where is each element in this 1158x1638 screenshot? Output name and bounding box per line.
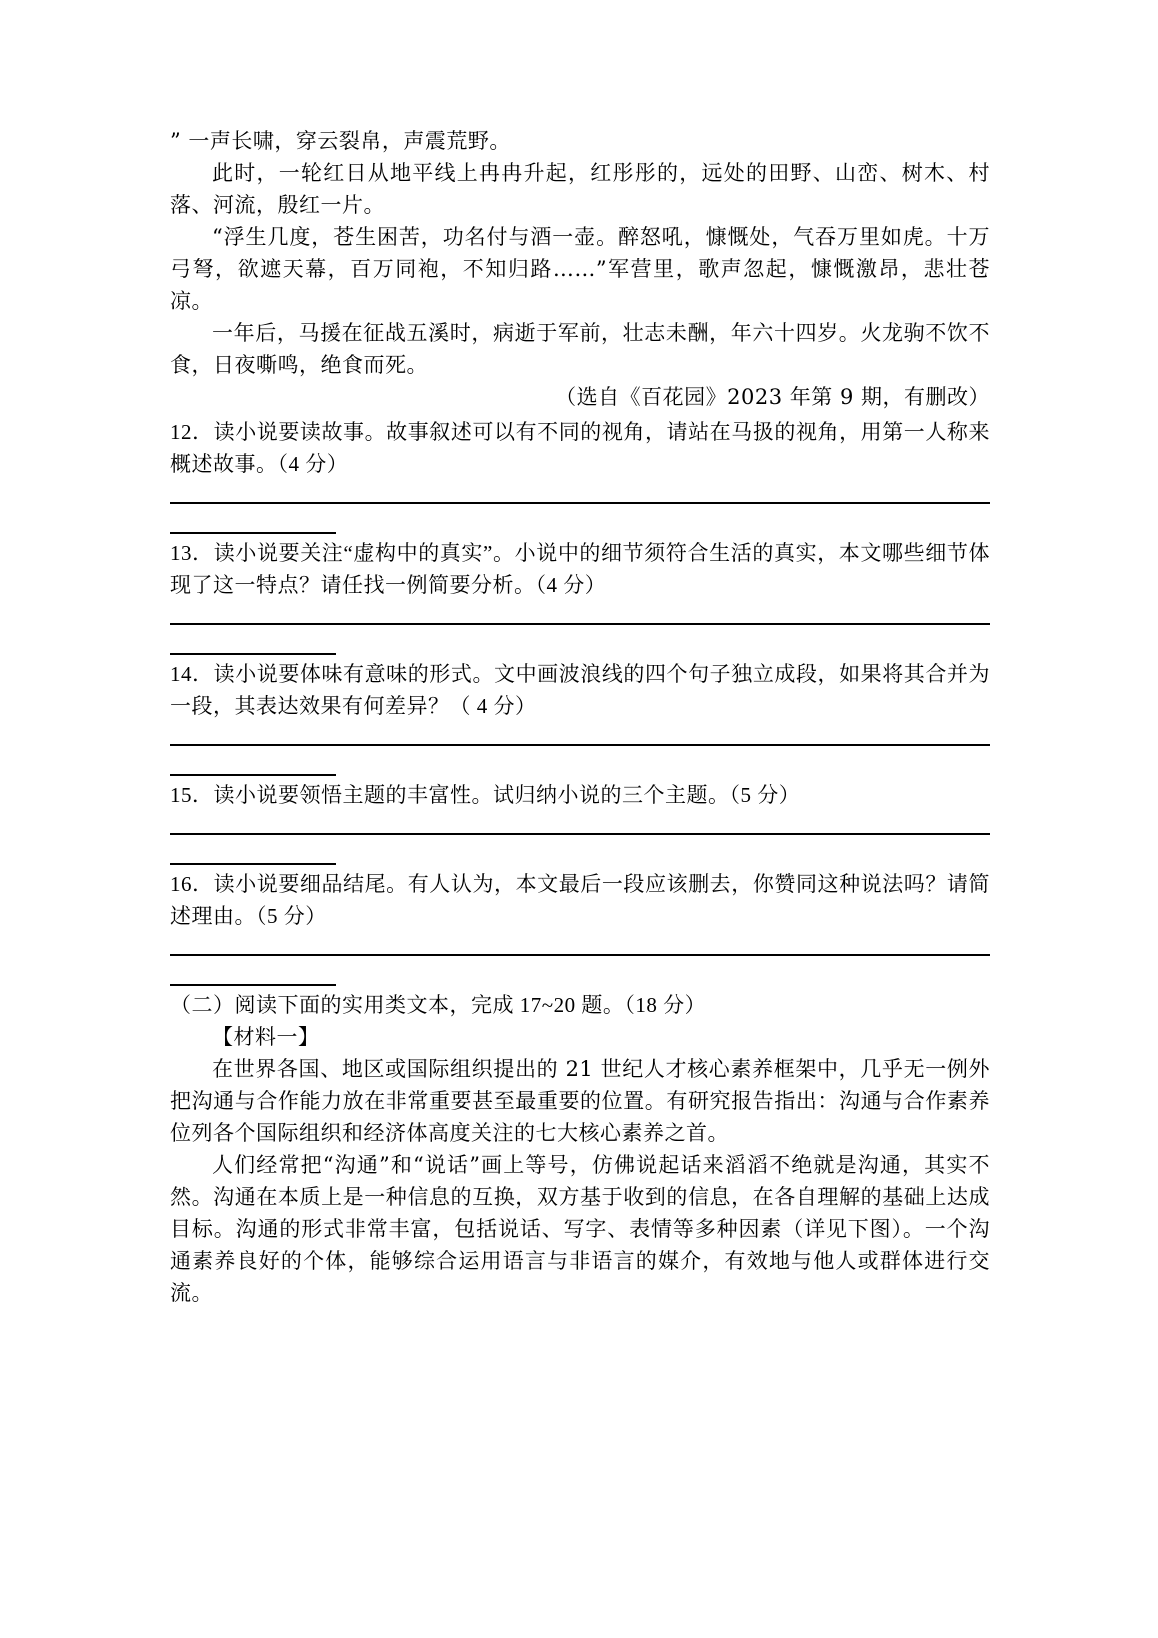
question-14: 14．读小说要体味有意味的形式。文中画波浪线的四个句子独立成段，如果将其合并为一段，其表达效果有何差异？（ 4 分） [170,662,990,718]
page-content [170,125,990,1309]
answer-line-full-13 [170,623,990,625]
story-paragraph: 一年后，马援在征战五溪时，病逝于军前，壮志未酬，年六十四岁。火龙驹不饮不食，日夜嘶鸣，绝食而死。 [170,321,990,377]
story-paragraph: “浮生几度，苍生困苦，功名付与酒一壶。醉怒吼，慷慨处，气吞万里如虎。十万弓弩，欲遮天幕，百万同袍，不知归路……”军营里，歌声忽起，慷慨激昂，悲壮苍凉。 [170,225,990,313]
answer-line-full-15 [170,833,990,835]
section-2-heading: （二）阅读下面的实用类文本，完成 17~20 题。（18 分） [170,993,707,1017]
answer-line-full-14 [170,744,990,746]
question-12: 12．读小说要读故事。故事叙述可以有不同的视角，请站在马扱的视角，用第一人称来概述故事。（4 分） [170,420,990,476]
answer-line-full-12 [170,502,990,504]
answer-line-short-16 [170,984,336,986]
story-paragraph: ” 一声长啸，穿云裂帛，声震荒野。 [170,129,511,153]
question-15: 15．读小说要领悟主题的丰富性。试归纳小说的三个主题。（5 分） [170,783,801,807]
answer-line-short-15 [170,863,336,865]
question-13: 13．读小说要关注“虚构中的真实”。小说中的细节须符合生活的真实，本文哪些细节体现了这一特点？请任找一例简要分析。（4 分） [170,541,990,597]
answer-line-short-12 [170,532,336,534]
question-16: 16．读小说要细品结尾。有人认为，本文最后一段应该删去，你赞同这种说法吗？请简述理由。（5 分） [170,872,990,928]
material-1-label: 【材料一】 [212,1025,320,1049]
source-note: （选自《百花园》2023 年第 9 期，有删改） [555,385,990,409]
answer-line-full-16 [170,954,990,956]
answer-line-short-14 [170,774,336,776]
material-paragraph: 人们经常把“沟通”和“说话”画上等号，仿佛说起话来滔滔不绝就是沟通，其实不然。沟通在本质上是一种信息的互换，双方基于收到的信息，在各自理解的基础上达成目标。沟通的形式非常丰富，包括说话、写字、表情等多种因素（详见下图）。一个沟通素养良好的个体，能够综合运用语言与非语言的媒介，有效地与他人或群体进行交流。 [170,1153,990,1305]
material-paragraph: 在世界各国、地区或国际组织提出的 21 世纪人才核心素养框架中，几乎无一例外把沟通与合作能力放在非常重要甚至最重要的位置。有研究报告指出：沟通与合作素养位列各个国际组织和经济体高度关注的七大核心素养之首。 [170,1057,990,1145]
story-paragraph: 此时，一轮红日从地平线上冉冉升起，红彤彤的，远处的田野、山峦、树木、村落、河流，殷红一片。 [170,161,990,217]
answer-line-short-13 [170,653,336,655]
